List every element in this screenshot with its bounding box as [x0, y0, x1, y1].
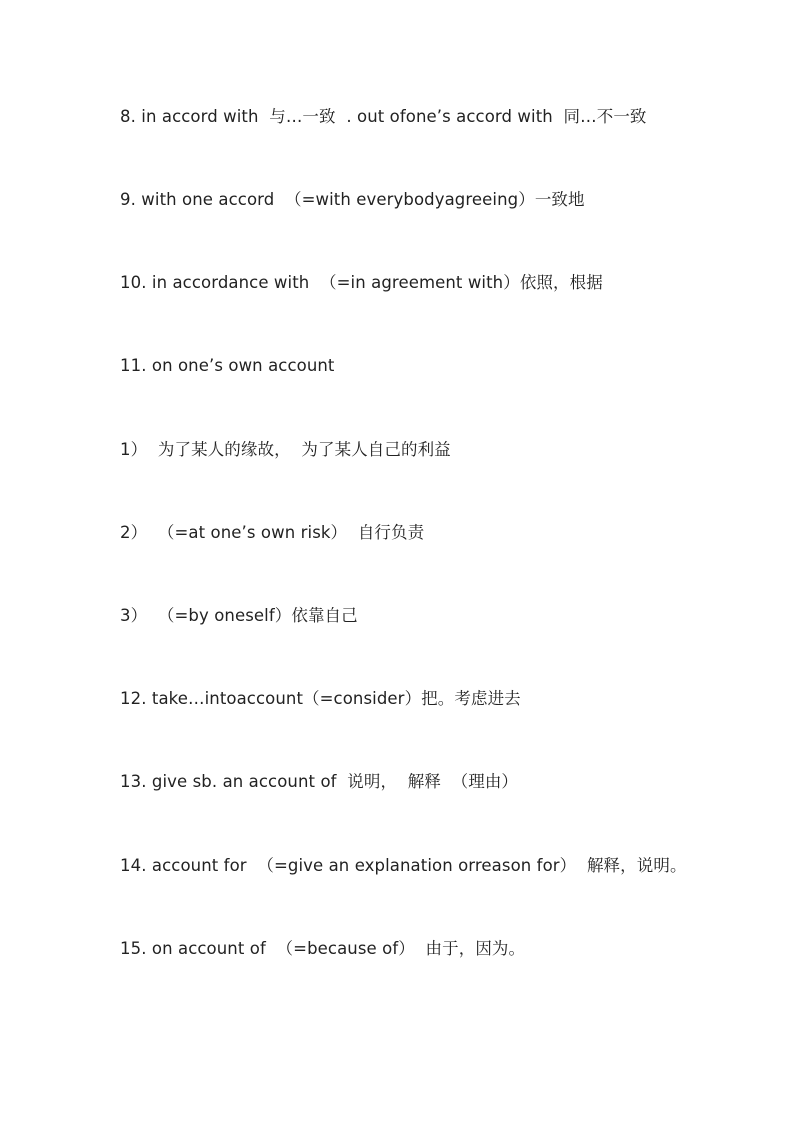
- entry-11-sub-3: 3） （=by oneself）依靠自己: [120, 606, 358, 625]
- entry-11-on-ones-own-account: 11. on one’s own account: [120, 356, 335, 375]
- entry-9-with-one-accord: 9. with one accord （=with everybodyagreeing）一致地: [120, 190, 585, 209]
- entry-14-account-for: 14. account for （=give an explanation orreason for） 解释，说明。: [120, 856, 687, 875]
- entry-15-on-account-of: 15. on account of （=because of） 由于，因为。: [120, 939, 526, 958]
- entry-11-sub-1: 1） 为了某人的缘故， 为了某人自己的利益: [120, 440, 451, 459]
- entry-8-in-accord-with: 8. in accord with 与…一致 . out ofone’s accord with 同…不一致: [120, 107, 647, 126]
- entry-12-take-into-account: 12. take…intoaccount（=consider）把。考虑进去: [120, 689, 521, 708]
- entry-13-give-an-account-of: 13. give sb. an account of 说明， 解释 （理由）: [120, 772, 519, 791]
- entry-10-in-accordance-with: 10. in accordance with （=in agreement with）依照，根据: [120, 273, 603, 292]
- entry-11-sub-2: 2） （=at one’s own risk） 自行负责: [120, 523, 425, 542]
